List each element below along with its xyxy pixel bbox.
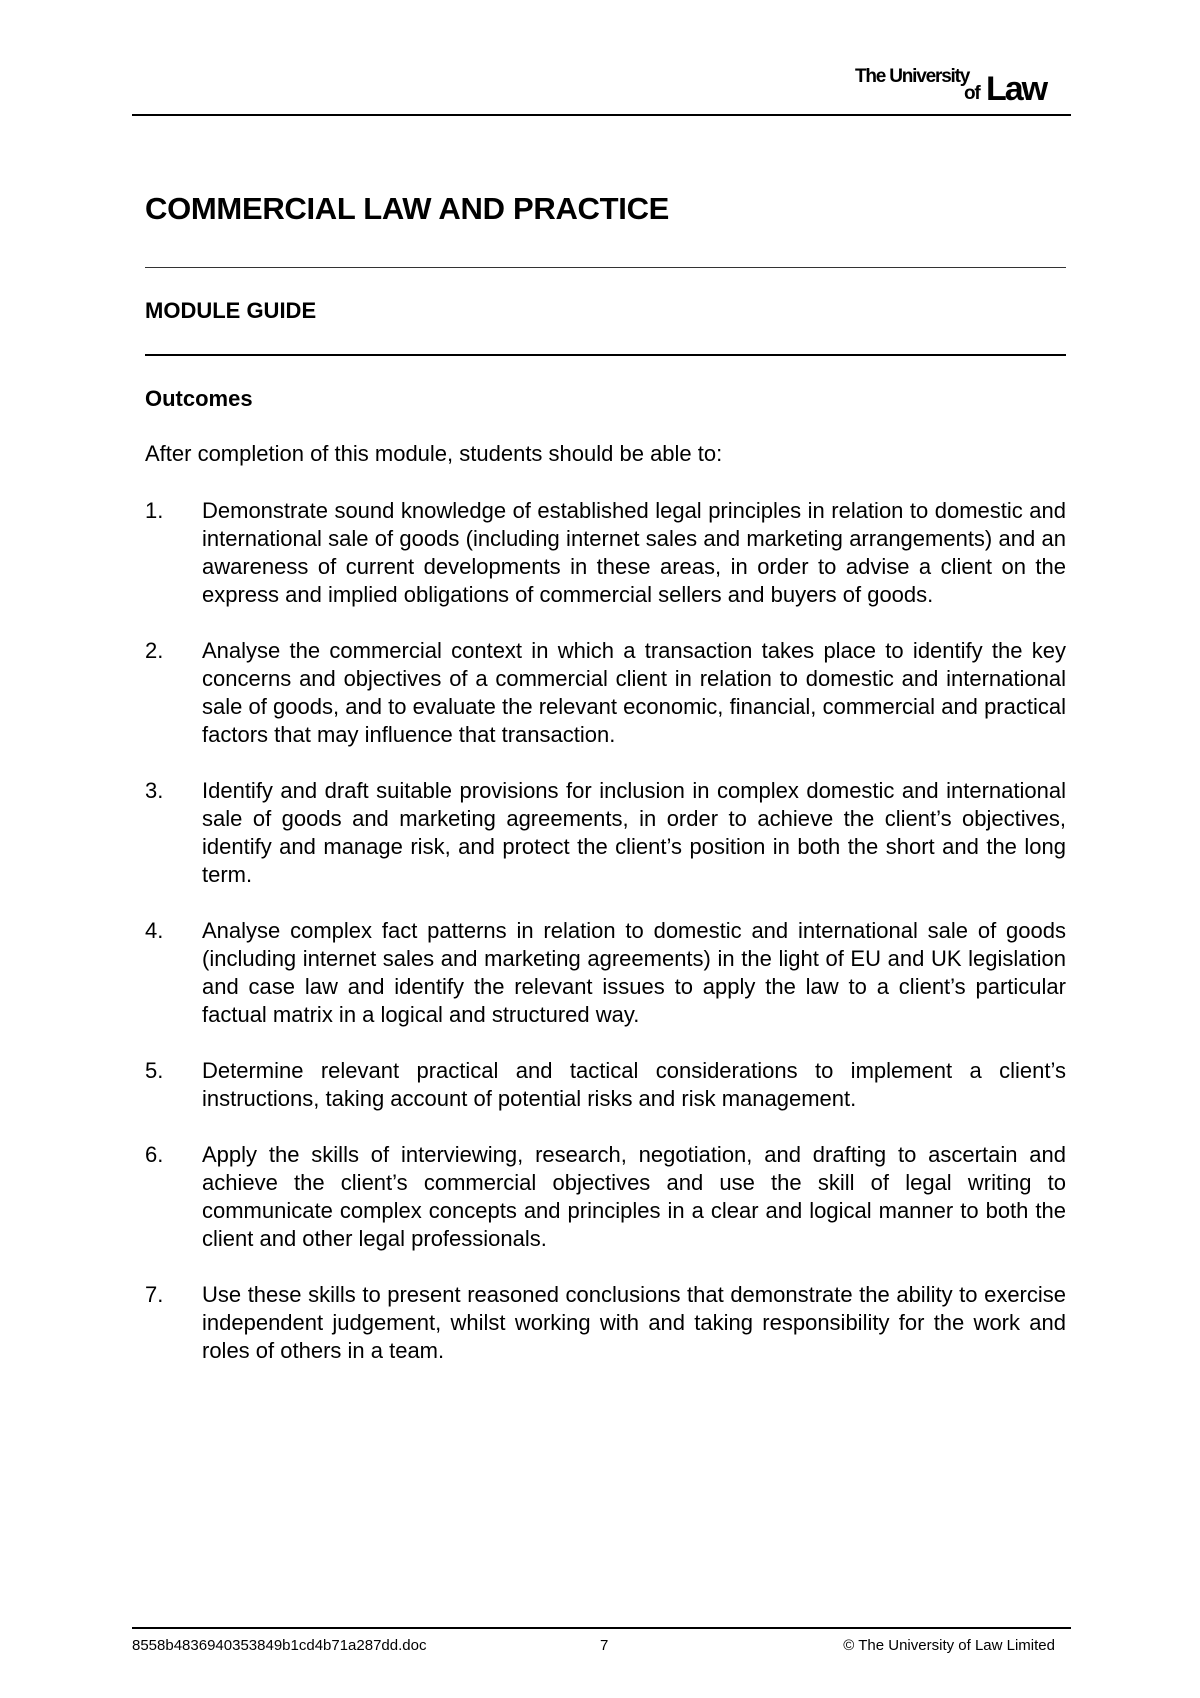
outcome-text: Use these skills to present reasoned conclusions that demonstrate the ability to exercise independent judgement, whilst working with and taking responsibility for the work and roles of others in a team. bbox=[202, 1282, 1066, 1363]
outcome-text: Analyse the commercial context in which a transaction takes place to identify the key concerns and objectives of a commercial client in relation to domestic and international sale of goods, and to evaluate the relevant economic, financial, commercial and practical factors that may influence that transaction. bbox=[202, 638, 1066, 747]
outcome-item bbox=[145, 777, 1066, 889]
outcome-item bbox=[145, 1141, 1066, 1253]
outcome-item bbox=[145, 1057, 1066, 1113]
document-title: COMMERCIAL LAW AND PRACTICE bbox=[145, 191, 670, 226]
title-divider bbox=[145, 267, 1066, 268]
outcome-item bbox=[145, 637, 1066, 749]
header-divider bbox=[132, 114, 1071, 116]
module-guide-heading: MODULE GUIDE bbox=[145, 298, 317, 323]
outcome-number: 1. bbox=[145, 498, 164, 523]
outcome-text: Determine relevant practical and tactical considerations to implement a client’s instructions, taking account of potential risks and risk management. bbox=[202, 1058, 1066, 1111]
outcome-number: 5. bbox=[145, 1058, 164, 1083]
module-guide-divider bbox=[145, 354, 1066, 356]
outcome-number: 7. bbox=[145, 1282, 164, 1307]
logo-law-text: Law bbox=[986, 70, 1047, 108]
outcome-number: 6. bbox=[145, 1142, 164, 1167]
outcome-number: 4. bbox=[145, 918, 164, 943]
footer-page-number: 7 bbox=[600, 1637, 609, 1654]
footer-filename: 8558b4836940353849b1cd4b71a287dd.doc bbox=[132, 1637, 427, 1654]
outcome-text: Identify and draft suitable provisions for inclusion in complex domestic and international sale of goods and marketing agreements, in order to achieve the client’s objectives, identify and manage risk, and protect the client’s position in both the short and the long term. bbox=[202, 778, 1066, 887]
outcomes-intro: After completion of this module, students should be able to: bbox=[145, 441, 723, 466]
outcomes-list bbox=[145, 497, 1066, 1393]
logo-of-text: of bbox=[964, 83, 980, 104]
outcomes-heading: Outcomes bbox=[145, 386, 253, 411]
footer-copyright: © The University of Law Limited bbox=[843, 1637, 1055, 1654]
outcome-text: Analyse complex fact patterns in relation to domestic and international sale of goods (including internet sales and marketing agreements) in the light of EU and UK legislation and case law and identify the relevant issues to apply the law to a client’s particular factual matrix in a logical and structured way. bbox=[202, 918, 1066, 1027]
logo-the-university-text: The University bbox=[855, 66, 970, 87]
outcome-number: 3. bbox=[145, 778, 164, 803]
outcome-item bbox=[145, 1281, 1066, 1365]
outcome-number: 2. bbox=[145, 638, 164, 663]
outcome-text: Apply the skills of interviewing, research, negotiation, and drafting to ascertain and achieve the client’s commercial objectives and use the skill of legal writing to communicate complex concepts and principles in a clear and logical manner to both the client and other legal professionals. bbox=[202, 1142, 1066, 1251]
outcome-text: Demonstrate sound knowledge of established legal principles in relation to domestic and international sale of goods (including internet sales and marketing arrangements) and an awareness of current developments in these areas, in order to advise a client on the express and implied obligations of commercial sellers and buyers of goods. bbox=[202, 498, 1066, 607]
university-of-law-logo bbox=[855, 66, 1070, 108]
outcome-item bbox=[145, 497, 1066, 609]
outcome-item bbox=[145, 917, 1066, 1029]
footer-divider bbox=[132, 1627, 1071, 1629]
